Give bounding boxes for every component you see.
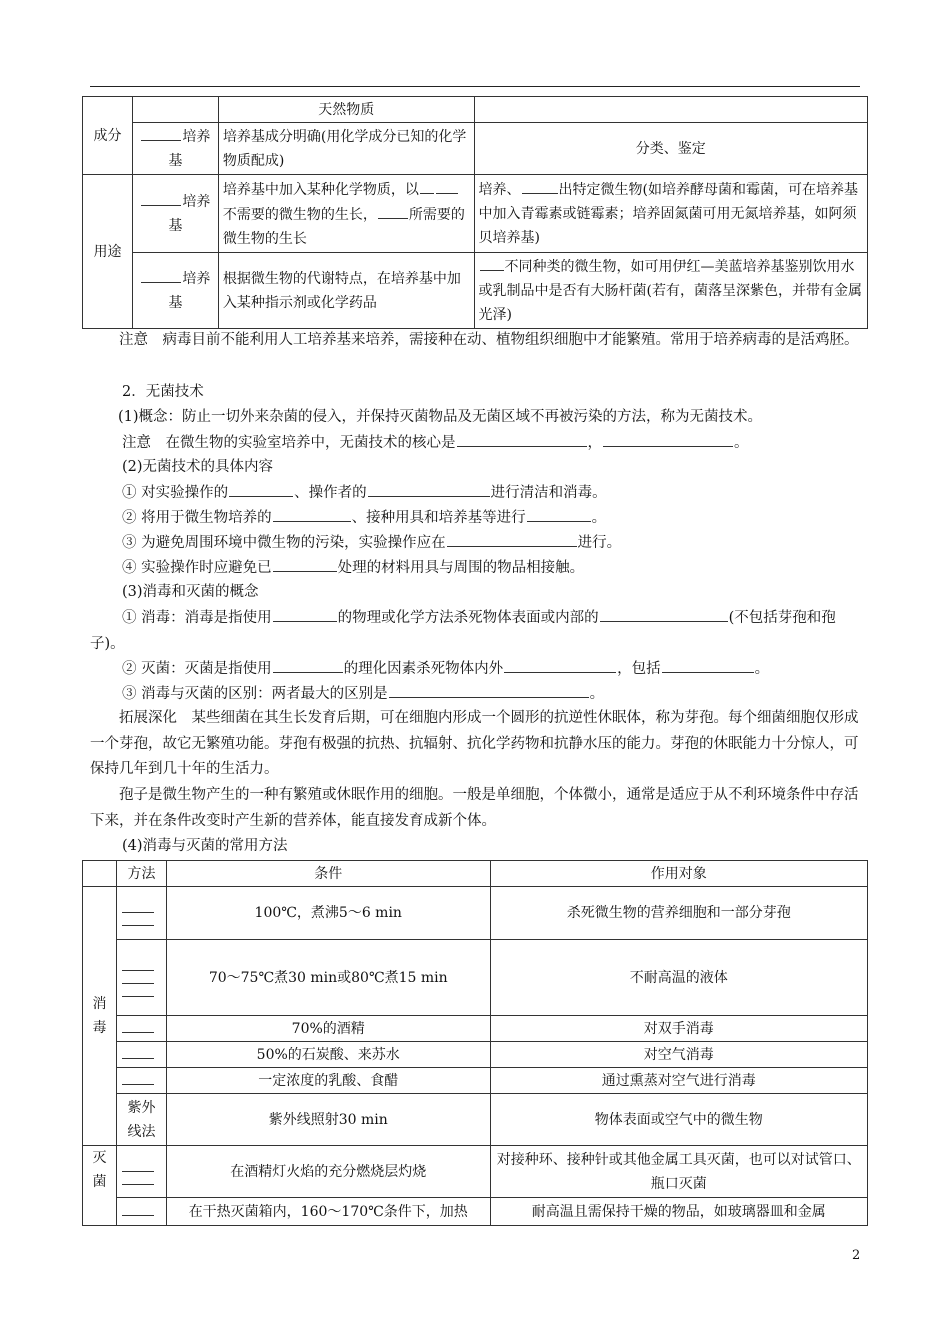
medium-table <box>82 96 868 329</box>
method-blank <box>116 1068 166 1094</box>
selective-medium-feature: 培养基中加入某种化学物质，以不需要的微生物的生长， 所需要的微生物的生长 <box>218 175 474 253</box>
condition-cell: 在酒精灯火焰的充分燃烧层灼烧 <box>166 1146 490 1198</box>
extension-conidium: 孢子是微生物产生的一种有繁殖或休眠作用的细胞。一般是单细胞，个体微小，通常是适应于从不利环境条件中存活下来，并在条件改变时产生新的营养体，能直接发育成新个体。 <box>90 787 859 829</box>
target-cell: 杀死微生物的营养细胞和一部分芽孢 <box>490 887 867 940</box>
aseptic-item-1: ① 对实验操作的 、操作者的 进行清洁和消毒。 <box>90 480 900 507</box>
category-use: 用途 <box>83 175 133 329</box>
synthetic-medium-name: 培养基 <box>132 123 218 175</box>
header-rule <box>90 86 860 87</box>
selective-medium-name: 培养基 <box>132 175 218 253</box>
method-blank <box>116 887 166 940</box>
aseptic-content-heading: (2)无菌技术的具体内容 <box>122 459 274 475</box>
synthetic-medium-use: 分类、鉴定 <box>474 123 867 175</box>
condition-cell: 70～75℃煮30 min或80℃煮15 min <box>166 940 490 1016</box>
aseptic-concept: (1)概念：防止一切外来杂菌的侵入，并保持灭菌物品及无菌区域不再被污染的方法，称为无菌技术。 <box>118 409 763 425</box>
differential-medium-feature: 根据微生物的代谢特点，在培养基中加入某种指示剂或化学药品 <box>218 253 474 329</box>
differential-medium-name: 培养基 <box>132 253 218 329</box>
aseptic-item-2: ② 将用于微生物培养的 、接种用具和培养基等进行 。 <box>90 505 900 532</box>
header-target: 作用对象 <box>490 861 867 887</box>
group-disinfection: 消毒 <box>83 887 117 1146</box>
page-number: 2 <box>852 1248 861 1263</box>
synthetic-medium-feature: 培养基成分明确(用化学成分已知的化学物质配成) <box>218 123 474 175</box>
extension-spore: 拓展深化 某些细菌在其生长发育后期，可在细胞内形成一个圆形的抗逆性休眠体，称为芽孢。每个细菌细胞仅形成一个芽孢，故它无繁殖功能。芽孢有极强的抗热、抗辐射、抗化学药物和抗静水压的能力。芽孢的休眠能力十分惊人，可保持几年到几十年的生活力。 <box>90 710 859 777</box>
condition-cell: 紫外线照射30 min <box>166 1094 490 1146</box>
aseptic-core-note: 注意 在微生物的实验室培养中，无菌技术的核心是 ， 。 <box>90 430 900 457</box>
disinfection-definition: ① 消毒：消毒是指使用 的物理或化学方法杀死物体表面或内部的 (不包括芽孢和孢子)。 <box>90 605 868 657</box>
header-method: 方法 <box>116 861 166 887</box>
sterilization-definition: ② 灭菌：灭菌是指使用 的理化因素杀死物体内外 ，包括 。 <box>90 656 900 683</box>
method-uv: 紫外线法 <box>116 1094 166 1146</box>
difference-statement: ③ 消毒与灭菌的区别：两者最大的区别是 。 <box>90 681 900 708</box>
condition-cell: 50%的石炭酸、来苏水 <box>166 1042 490 1068</box>
methods-heading: (4)消毒与灭菌的常用方法 <box>122 838 288 854</box>
methods-table <box>82 860 868 1226</box>
differential-medium-use: 不同种类的微生物，如可用伊红—美蓝培养基鉴别饮用水或乳制品中是否有大肠杆菌(若有，菌落呈深紫色，并带有金属光泽) <box>474 253 867 329</box>
natural-medium: 天然物质 <box>218 97 474 123</box>
note-virus: 注意 病毒目前不能利用人工培养基来培养，需接种在动、植物组织细胞中才能繁殖。常用于培养病毒的是活鸡胚。 <box>119 332 859 348</box>
target-cell: 物体表面或空气中的微生物 <box>490 1094 867 1146</box>
aseptic-item-3: ③ 为避免周围环境中微生物的污染，实验操作应在 进行。 <box>90 530 900 557</box>
section-heading-aseptic: 2．无菌技术 <box>122 384 204 400</box>
condition-cell: 一定浓度的乳酸、食醋 <box>166 1068 490 1094</box>
category-composition: 成分 <box>83 97 133 175</box>
target-cell: 对空气消毒 <box>490 1042 867 1068</box>
method-blank <box>116 1198 166 1226</box>
selective-medium-use: 培养、 出特定微生物(如培养酵母菌和霉菌，可在培养基中加入青霉素或链霉素；培养固氮菌可用无氮培养基，如阿须贝培养基) <box>474 175 867 253</box>
method-blank <box>116 940 166 1016</box>
method-blank <box>116 1146 166 1198</box>
group-sterilization: 灭菌 <box>83 1146 117 1226</box>
target-cell: 耐高温且需保持干燥的物品，如玻璃器皿和金属 <box>490 1198 867 1226</box>
target-cell: 不耐高温的液体 <box>490 940 867 1016</box>
target-cell: 对接种环、接种针或其他金属工具灭菌，也可以对试管口、瓶口灭菌 <box>490 1146 867 1198</box>
condition-cell: 在干热灭菌箱内，160～170℃条件下，加热 <box>166 1198 490 1226</box>
aseptic-item-4: ④ 实验操作时应避免已 处理的材料用具与周围的物品相接触。 <box>90 555 900 582</box>
condition-cell: 70%的酒精 <box>166 1016 490 1042</box>
header-condition: 条件 <box>166 861 490 887</box>
condition-cell: 100℃，煮沸5～6 min <box>166 887 490 940</box>
target-cell: 通过熏蒸对空气进行消毒 <box>490 1068 867 1094</box>
disinfection-concept-heading: (3)消毒和灭菌的概念 <box>122 584 259 600</box>
method-blank <box>116 1016 166 1042</box>
target-cell: 对双手消毒 <box>490 1016 867 1042</box>
method-blank <box>116 1042 166 1068</box>
